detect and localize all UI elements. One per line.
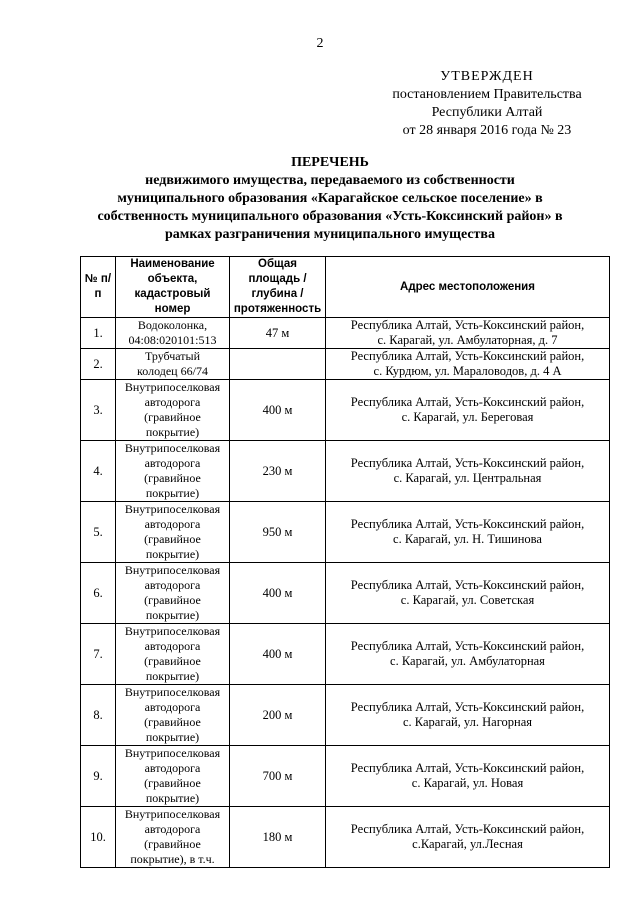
address-line-2: с. Карагай, ул. Н. Тишинова [393,532,542,546]
document-title [70,154,590,244]
row-area: 200 м [230,685,326,746]
approval-stamp [372,68,602,140]
address-line-2: с.Карагай, ул.Лесная [412,837,523,851]
row-address [326,380,610,441]
address-line-1: Республика Алтай, Усть-Коксинский район, [350,822,585,836]
row-num: 6. [81,563,116,624]
approval-date-line: от 28 января 2016 года № 23 [402,123,572,138]
table-row [81,563,610,624]
address-line-1: Республика Алтай, Усть-Коксинский район, [350,578,585,592]
row-name: Трубчатый колодец 66/74 [116,349,230,380]
address-line-1: Республика Алтай, Усть-Коксинский район, [350,456,585,470]
row-address [326,807,610,868]
header-name: Наименование объекта, кадастровый номер [116,257,230,318]
address-line-2: с. Курдюм, ул. Мараловодов, д. 4 А [373,364,562,378]
row-address [326,624,610,685]
row-num: 10. [81,807,116,868]
address-line-1: Республика Алтай, Усть-Коксинский район, [350,639,585,653]
page-number: 2 [316,36,324,51]
row-name: Внутрипоселковая автодорога (гравийное покрытие) [116,502,230,563]
table-row [81,441,610,502]
property-table [80,256,610,868]
row-address [326,563,610,624]
approval-line-3: Республики Алтай [431,105,543,120]
header-area: Общая площадь / глубина / протяженность [230,257,326,318]
row-area [230,349,326,380]
title-line-1: недвижимого имущества, передаваемого из собственности [145,173,515,188]
address-line-1: Республика Алтай, Усть-Коксинский район, [350,761,585,775]
row-address [326,685,610,746]
address-line-1: Республика Алтай, Усть-Коксинский район, [350,349,585,363]
address-line-2: с. Карагай, ул. Советская [400,593,535,607]
address-line-2: с. Карагай, ул. Амбулаторная [390,654,545,668]
row-num: 2. [81,349,116,380]
row-num: 5. [81,502,116,563]
title-line-2: муниципального образования «Карагайское сельское поселение» в [117,191,543,206]
row-num: 1. [81,318,116,349]
row-name: Внутрипоселковая автодорога (гравийное покрытие), в т.ч. [116,807,230,868]
row-area: 400 м [230,624,326,685]
header-num: № п/п [81,257,116,318]
address-line-2: с. Карагай, ул. Нагорная [403,715,532,729]
row-name: Внутрипоселковая автодорога (гравийное покрытие) [116,380,230,441]
row-name: Внутрипоселковая автодорога (гравийное покрытие) [116,746,230,807]
row-name: Внутрипоселковая автодорога (гравийное покрытие) [116,441,230,502]
row-num: 9. [81,746,116,807]
table-row [81,318,610,349]
row-num: 3. [81,380,116,441]
row-address [326,349,610,380]
table-header-row [81,257,610,318]
row-name: Водоколонка, 04:08:020101:513 [116,318,230,349]
address-line-2: с. Карагай, ул. Центральная [393,471,542,485]
row-area: 230 м [230,441,326,502]
row-area: 700 м [230,746,326,807]
table-row [81,502,610,563]
approval-heading: УТВЕРЖДЕН [440,69,534,84]
title-line-3: собственность муниципального образования «Усть-Коксинский район» в [97,209,563,224]
address-line-1: Республика Алтай, Усть-Коксинский район, [350,395,585,409]
table-row [81,807,610,868]
address-line-1: Республика Алтай, Усть-Коксинский район, [350,517,585,531]
approval-line-2: постановлением Правительства [392,87,582,102]
row-address [326,318,610,349]
table-row [81,624,610,685]
title-heading: ПЕРЕЧЕНЬ [291,155,369,170]
header-address: Адрес местоположения [326,257,610,318]
row-address [326,746,610,807]
row-address [326,441,610,502]
row-name: Внутрипоселковая автодорога (гравийное покрытие) [116,685,230,746]
title-line-4: рамках разграничения муниципального имущества [165,227,495,242]
address-line-2: с. Карагай, ул. Береговая [401,410,534,424]
row-name: Внутрипоселковая автодорога (гравийное покрытие) [116,624,230,685]
row-num: 8. [81,685,116,746]
row-name: Внутрипоселковая автодорога (гравийное покрытие) [116,563,230,624]
address-line-2: с. Карагай, ул. Амбулаторная, д. 7 [377,333,558,347]
row-area: 400 м [230,380,326,441]
row-num: 7. [81,624,116,685]
address-line-2: с. Карагай, ул. Новая [411,776,524,790]
address-line-1: Республика Алтай, Усть-Коксинский район, [350,700,585,714]
table-row [81,685,610,746]
table-row [81,380,610,441]
row-area: 180 м [230,807,326,868]
row-area: 950 м [230,502,326,563]
row-area: 47 м [230,318,326,349]
row-area: 400 м [230,563,326,624]
row-num: 4. [81,441,116,502]
table-row [81,349,610,380]
row-address [326,502,610,563]
table-row [81,746,610,807]
address-line-1: Республика Алтай, Усть-Коксинский район, [350,318,585,332]
